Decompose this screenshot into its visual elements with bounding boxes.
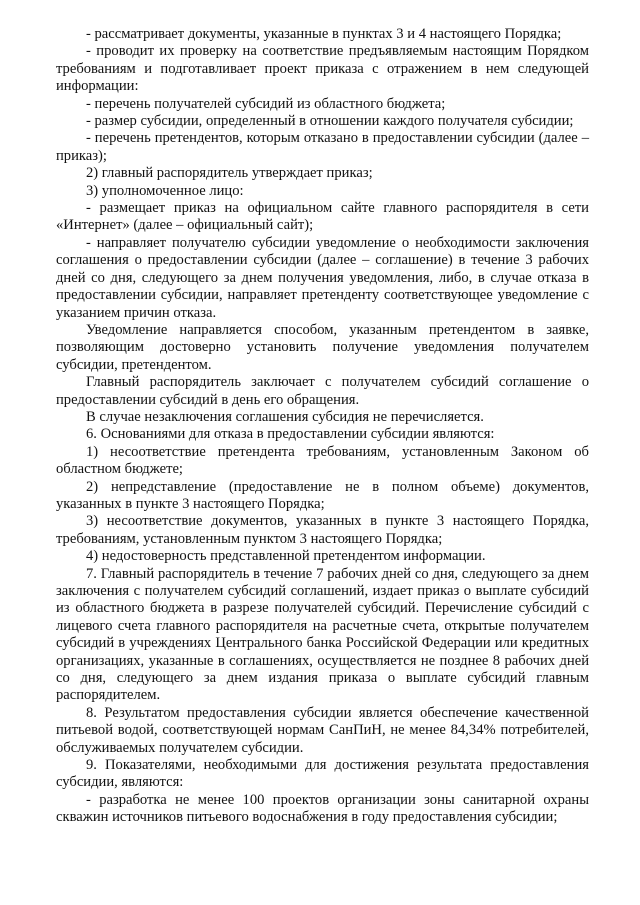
paragraph-projects: - разработка не менее 100 проектов организации зоны санитарной охраны скважин источников питьевого водоснабжения в году предоставления субсидии; — [56, 791, 589, 826]
paragraph-item-8: 8. Результатом предоставления субсидии является обеспечение качественной питьевой водой, соответствующей нормам СанПиН, не менее 84,34% потребителей, обслуживаемых получателем субсидии. — [56, 704, 589, 756]
paragraph-refusal-grounds: 6. Основаниями для отказа в предоставлении субсидии являются: — [86, 426, 495, 443]
paragraph-rejected-applicants: - перечень претендентов, которым отказано в предоставлении субсидии (далее – приказ); — [56, 130, 589, 164]
paragraph-review-documents: - рассматривает документы, указанные в пунктах 3 и 4 настоящего Порядка; — [86, 26, 562, 42]
paragraph-item-9: 9. Показателями, необходимыми для достижения результата предоставления субсидии, являются: — [56, 757, 589, 791]
paragraph-subsidy-amount: - размер субсидии, определенный в отношении каждого получателя субсидии; — [86, 113, 574, 130]
paragraph-no-agreement: В случае незаключения соглашения субсидия не перечисляется. — [86, 408, 484, 425]
paragraph-ground-1: 1) несоответствие претендента требованиям, установленным Законом об областном бюджете; — [56, 443, 589, 478]
paragraph-sends-notification: - направляет получателю субсидии уведомление о необходимости заключения соглашения о предоставлении субсидии (далее – соглашение) в течение 3 рабочих дней со дня, следующего за днем получения уведомления, либо, в случае отказа в предоставлении субсидии, направляет претенденту соответствующее уведомление с указанием причин отказа. — [56, 234, 589, 321]
paragraph-ground-3: 3) несоответствие документов, указанных в пункте 3 настоящего Порядка, требованиям, установленным пунктом 3 настоящего Порядка; — [56, 513, 589, 547]
paragraph-notification-method: Уведомление направляется способом, указанным претендентом в заявке, позволяющим достоверно установить получение уведомления получателем субсидии, претендентом. — [56, 321, 589, 373]
document-page — [56, 26, 589, 827]
paragraph-item-7: 7. Главный распорядитель в течение 7 рабочих дней со дня, следующего за днем заключения с получателем субсидий соглашений, издает приказ о выплате субсидий из областного бюджета в разрезе получателей субсидий. Перечисление субсидий с лицевого счета главного распорядителя на расчетные счета, открытые получателем субсидий в учреждениях Центрального банка Российской Федерации или кредитных организациях, указанные в соглашениях, осуществляется не позднее 8 рабочих дней со дня, следующего за днем издания приказа о выплате субсидий главным распорядителем. — [56, 565, 589, 704]
paragraph-ground-2: 2) непредставление (предоставление не в полном объеме) документов, указанных в пункте 3 настоящего Порядка; — [56, 478, 589, 512]
paragraph-publishes-order: - размещает приказ на официальном сайте главного распорядителя в сети «Интернет» (далее – официальный сайт); — [56, 200, 589, 234]
paragraph-authorized-person: 3) уполномоченное лицо: — [86, 182, 244, 199]
paragraph-approves-order: 2) главный распорядитель утверждает приказ; — [86, 165, 373, 182]
paragraph-recipients-list: - перечень получателей субсидий из областного бюджета; — [86, 95, 446, 112]
paragraph-ground-4: 4) недостоверность представленной претендентом информации. — [86, 548, 486, 565]
paragraph-check-documents: - проводит их проверку на соответствие предъявляемым настоящим Порядком требованиям и подготавливает проект приказа с отражением в нем следующей информации: — [56, 43, 589, 95]
paragraph-agreement: Главный распорядитель заключает с получателем субсидий соглашение о предоставлении субсидий в день его обращения. — [56, 374, 589, 408]
